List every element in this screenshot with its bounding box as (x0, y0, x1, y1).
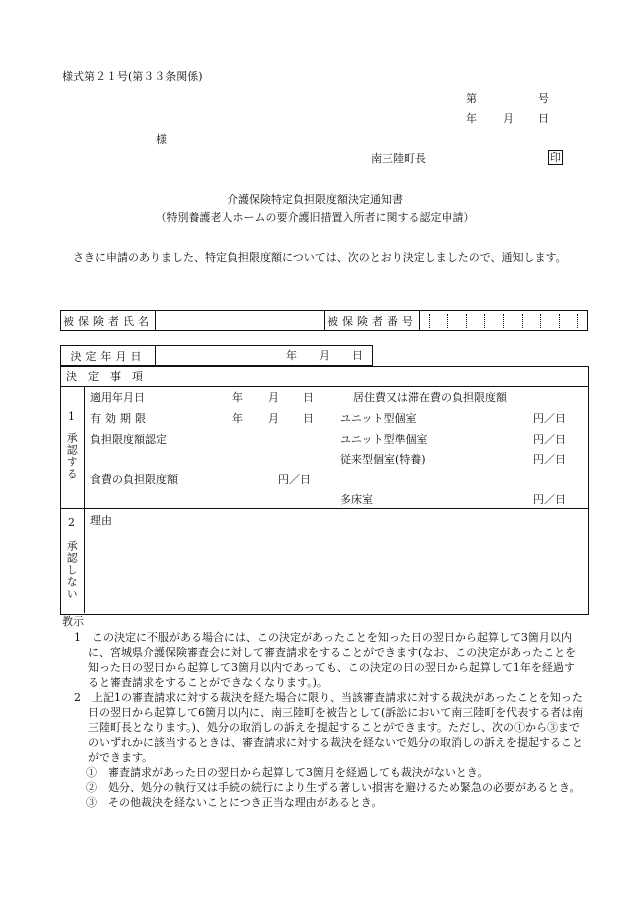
room-unit: 円／日 (533, 412, 566, 425)
food-limit-label: 食費の負担限度額 (90, 473, 178, 486)
room-name: ユニット型準個室 (340, 433, 428, 446)
decision-date-year: 年 (286, 349, 297, 362)
validity-label: 有効期限 (90, 412, 150, 425)
form-number: 様式第２１号(第３３条関係) (62, 70, 203, 83)
notes-heading: 教示 (62, 615, 84, 628)
apply-date-label: 適用年月日 (90, 391, 145, 404)
notes-body (62, 630, 584, 810)
issue-month: 月 (503, 112, 514, 125)
note-item-1: 1 この決定に不服がある場合には、この決定があったことを知った日の翌日から起算して3箇月以内に、宮城県介護保険審査会に対して審査請求をすることができます(なお、この決定があったことを知った日の翌日から起算して3箇月以内であっても、この決定の日の翌日から起算して1年を経過すると審査請求をすることができなくなります。)。 (74, 631, 577, 689)
room-unit: 円／日 (533, 493, 566, 506)
limit-certification-label: 負担限度額認定 (90, 433, 167, 446)
issuer-name: 南三陸町長 (371, 152, 426, 165)
decision-date-field[interactable] (156, 346, 373, 366)
validity-month: 月 (268, 412, 279, 425)
issue-year: 年 (466, 112, 477, 125)
room-name: 多床室 (340, 493, 373, 506)
decision-date-label: 決定年月日 (61, 346, 156, 366)
room-unit: 円／日 (533, 433, 566, 446)
document-subtitle: （特別養護老人ホームの要介護旧措置入所者に関する認定申請） (155, 211, 475, 224)
room-name: ユニット型個室 (340, 412, 417, 425)
apply-date-month: 月 (268, 391, 279, 404)
issue-day: 日 (538, 112, 549, 125)
decision-date-month: 月 (319, 349, 330, 362)
number-column-divider (84, 386, 85, 613)
validity-year: 年 (232, 412, 243, 425)
validity-day: 日 (303, 412, 314, 425)
items-divider (60, 386, 588, 387)
intro-paragraph: さきに申請のありました、特定負担限度額については、次のとおり決定しましたので、通知します。 (62, 251, 567, 264)
note-sub-item-1: ① 審査請求があった日の翌日から起算して3箇月を経過しても裁決がないとき。 (86, 766, 489, 779)
apply-date-day: 日 (303, 391, 314, 404)
insured-name-label: 被保険者氏名 (61, 311, 156, 331)
insured-table (60, 310, 588, 331)
approve-deny-divider (60, 508, 588, 509)
note-sub-item-2: ② 処分、処分の執行又は手続の続行により生ずる著しい損害を避けるため緊急の必要があるとき。 (86, 781, 581, 794)
note-sub-item-3: ③ その他裁決を経ないことにつき正当な理由があるとき。 (86, 796, 383, 809)
insured-number-field[interactable] (420, 311, 588, 331)
room-name: 従来型個室(特養) (340, 453, 426, 466)
seal-mark: 印 (550, 151, 561, 164)
note-item-2: 2 上記1の審査請求に対する裁決を経た場合に限り、当該審査請求に対する裁決があったことを知った日の翌日から起算して6箇月以内に、南三陸町を被告として(訴訟において南三陸町を代表する者は南三陸町長となります。)、処分の取消しの訴えを提起することができます。ただし、次の①から③までのいずれかに該当するときは、審査請求に対する裁決を経ないで処分の取消しの訴えを提起することができます。 (74, 691, 584, 764)
food-limit-unit: 円／日 (278, 473, 311, 486)
reason-label: 理由 (90, 514, 112, 527)
addressee-suffix: 様 (156, 133, 167, 146)
decision-date-table (60, 345, 373, 366)
insured-name-field[interactable] (156, 311, 325, 331)
decision-date-day: 日 (352, 349, 363, 362)
deny-text: 承認しない (65, 540, 79, 600)
decision-items-label: 決 定 事 項 (66, 370, 143, 383)
deny-number: 2 (68, 516, 75, 529)
room-unit: 円／日 (533, 453, 566, 466)
residence-limit-header: 居住費又は滞在費の負担限度額 (353, 391, 507, 404)
document-title: 介護保険特定負担限度額決定通知書 (227, 193, 403, 206)
insured-number-label: 被保険者番号 (325, 311, 420, 331)
apply-date-year: 年 (232, 391, 243, 404)
doc-number-prefix: 第 (466, 92, 477, 105)
approve-number: 1 (68, 410, 75, 423)
approve-text: 承認する (65, 432, 79, 480)
doc-number-suffix: 号 (538, 92, 549, 105)
